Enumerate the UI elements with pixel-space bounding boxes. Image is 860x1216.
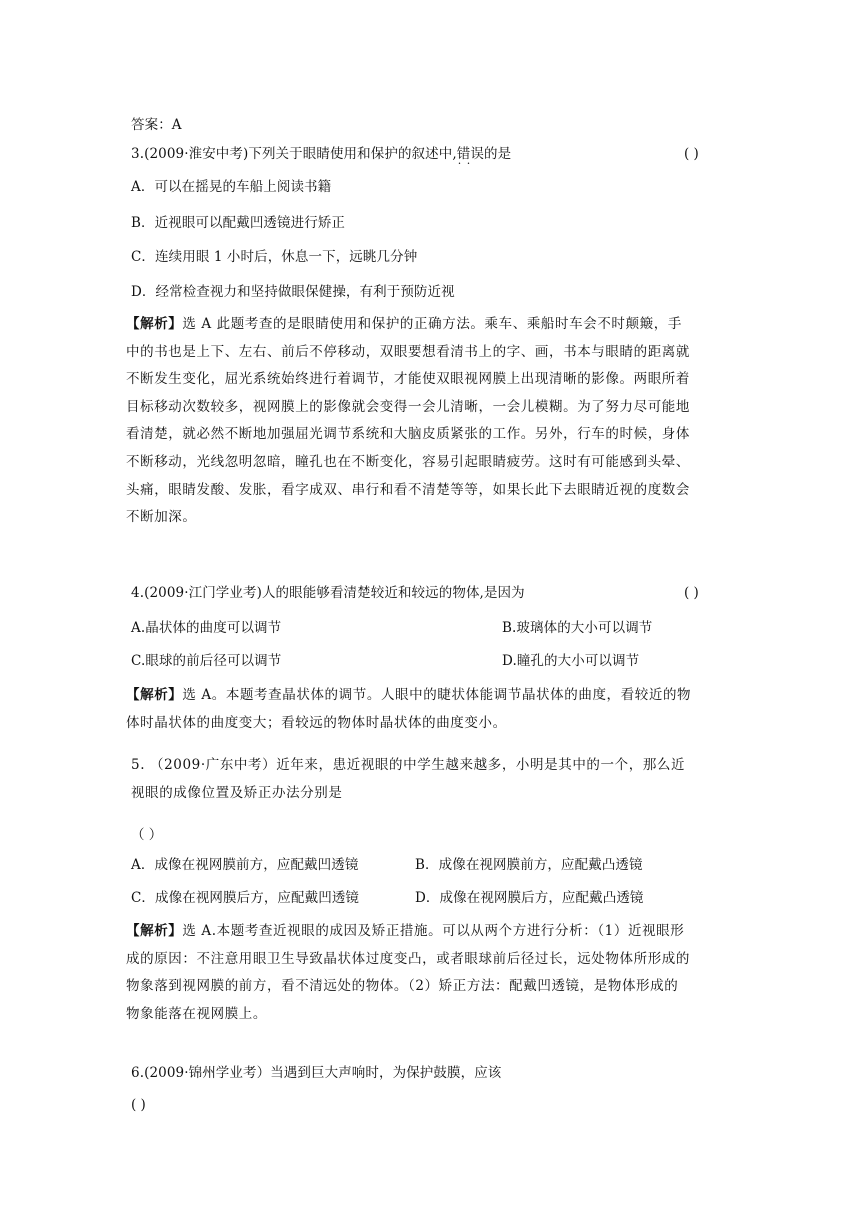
q3-option-b: B．近视眼可以配戴凹透镜进行矫正 [131,215,346,231]
q4-analysis [126,682,726,737]
q3-stem [131,146,511,162]
q4-analysis-line-2: 体时晶状体的曲度变大；看较远的物体时晶状体的曲度变小。 [126,714,507,731]
q4-analysis-label: 【解析】 [126,687,183,703]
q5-stem-line-2: 视眼的成像位置及矫正办法分别是 [131,784,343,801]
q3-analysis-line-5: 看清楚，就必然不断地加强屈光调节系统和大脑皮质紧张的工作。另外，行车的时候，身体 [126,426,690,443]
q5-analysis-label: 【解析】 [126,923,183,939]
q4-option-d: D.瞳孔的大小可以调节 [502,653,640,669]
q5-analysis [126,918,726,1028]
q3-option-d: D．经常检查视力和坚持做眼保健操，有利于预防近视 [131,284,455,300]
q5-option-a: A．成像在视网膜前方，应配戴凹透镜 [131,857,359,873]
q5-stem-line-1: 5. （2009·广东中考）近年来，患近视眼的中学生越来越多，小明是其中的一个，那么近 [131,757,686,773]
q5-option-c: C．成像在视网膜后方，应配戴凹透镜 [131,890,360,906]
q3-analysis-line-4: 目标移动次数较多，视网膜上的影像就会变得一会儿清晰，一会儿模糊。为了努力尽可能地 [126,398,690,415]
q3-stem-before: 3.(2009·淮安中考)下列关于眼睛使用和保护的叙述中, [131,146,457,162]
q6-answer-bracket: ( ) [131,1097,146,1113]
q4-options-row-2 [131,653,640,669]
q5-analysis-line-1: 选 A.本题考查近视眼的成因及矫正措施。可以从两个方进行分析：（1）近视眼形 [182,923,685,939]
q4-option-a: A.晶状体的曲度可以调节 [131,620,282,636]
q6-stem: 6.(2009·锦州学业考）当遇到巨大声响时，为保护鼓膜，应该 [131,1065,502,1081]
q4-options-row-1 [131,620,653,636]
q4-stem: 4.(2009·江门学业考)人的眼能够看清楚较近和较远的物体,是因为 [131,585,525,601]
q5-analysis-line-3: 物象落到视网膜的前方，看不清远处的物体。（2）矫正方法：配戴凹透镜，是物体形成的 [126,978,679,995]
q5-stem [131,752,731,807]
answer-line: 答案：A [131,117,182,133]
q5-option-d: D．成像在视网膜后方，应配戴凸透镜 [415,890,644,906]
q3-stem-emphasis: 错误 · · [457,146,484,162]
q3-analysis-line-8: 不断加深。 [126,509,197,526]
q5-options-row-2 [131,890,644,906]
q3-analysis-line-6: 不断移动，光线忽明忽暗，瞳孔也在不断变化，容易引起眼睛疲劳。这时有可能感到头晕、 [126,453,690,470]
q3-analysis-line-3: 不断发生变化，屈光系统始终进行着调节，才能使双眼视网膜上出现清晰的影像。两眼所着 [126,371,690,388]
q5-option-b: B．成像在视网膜前方，应配戴凸透镜 [415,857,643,873]
q3-analysis-line-1: 选 A 此题考查的是眼睛使用和保护的正确方法。乘车、乘船时车会不时颠簸，手 [182,316,682,332]
q4-option-c: C.眼球的前后径可以调节 [131,653,282,669]
q4-answer-bracket: ( ) [684,585,699,601]
q5-analysis-line-4: 物象能落在视网膜上。 [126,1005,267,1022]
q5-analysis-line-2: 成的原因：不注意用眼卫生导致晶状体过度变凸，或者眼球前后径过长，远处物体所形成的 [126,950,690,967]
q3-analysis-label: 【解析】 [126,316,183,332]
q3-analysis-line-2: 中的书也是上下、左右、前后不停移动，双眼要想看清书上的字、画，书本与眼睛的距离就 [126,343,690,360]
q3-option-a: A．可以在摇晃的车船上阅读书籍 [131,179,332,195]
q3-analysis [126,311,726,532]
q5-options-row-1 [131,857,643,873]
q4-option-b: B.玻璃体的大小可以调节 [502,620,653,636]
q5-answer-bracket: （ ） [131,827,163,843]
q3-stem-after: 的是 [483,146,512,162]
q3-analysis-line-7: 头痛，眼睛发酸、发胀，看字成双、串行和看不清楚等等，如果长此下去眼睛近视的度数会 [126,481,690,498]
q3-answer-bracket: ( ) [684,146,699,162]
q4-analysis-line-1: 选 A。本题考查晶状体的调节。人眼中的睫状体能调节晶状体的曲度，看较近的物 [182,687,692,703]
q3-option-c: C．连续用眼 1 小时后，休息一下，远眺几分钟 [131,249,418,265]
